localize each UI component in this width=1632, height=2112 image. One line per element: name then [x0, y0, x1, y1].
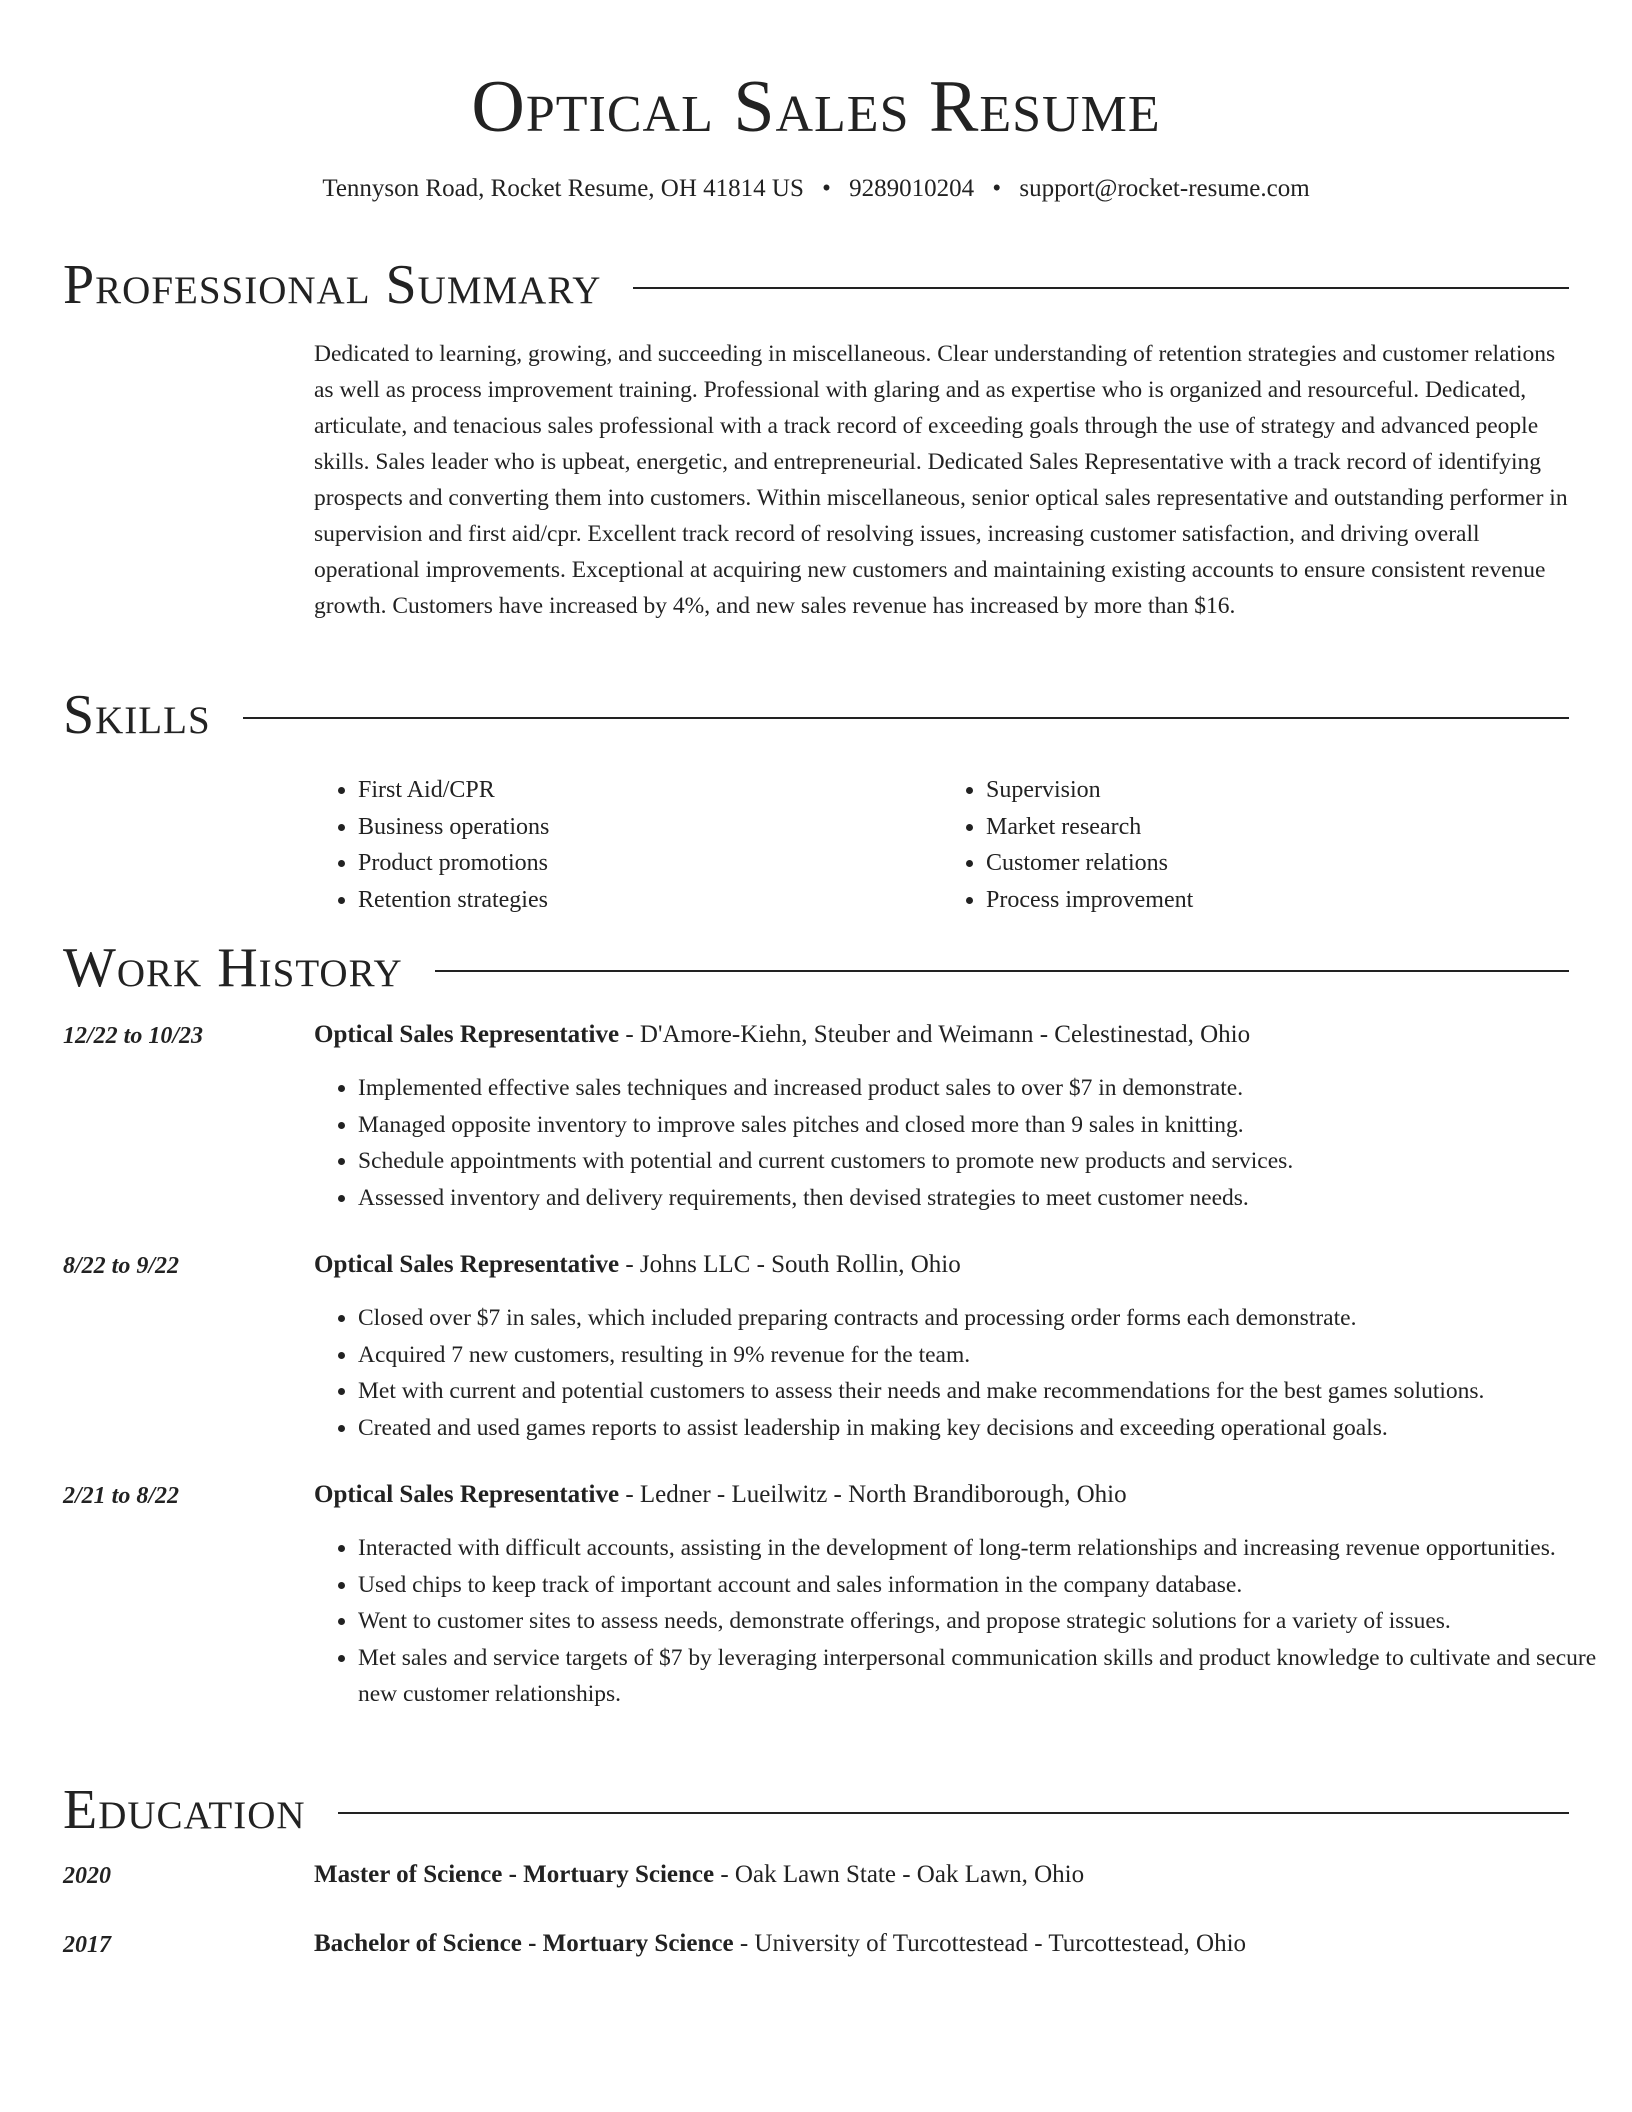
- skill-item: • Process improvement: [986, 882, 1570, 919]
- job-bullet: • Used chips to keep track of important account and sales information in the company database.: [358, 1567, 1614, 1604]
- skills-column-left: [314, 772, 942, 918]
- job-bullet: • Schedule appointments with potential and current customers to promote new products and services.: [358, 1143, 1614, 1180]
- skills-heading: Skills: [63, 684, 211, 746]
- education-school: - Oak Lawn State - Oak Lawn, Ohio: [714, 1861, 1085, 1888]
- section-divider: [633, 287, 1569, 289]
- job-dates: 2/21 to 8/22: [63, 1483, 180, 1509]
- skills-section-header: [63, 680, 1569, 750]
- resume-name: Optical Sales Resume: [471, 66, 1161, 148]
- skills-list: [314, 772, 1570, 918]
- job-bullet-list: [314, 1070, 1614, 1216]
- education-degree: Master of Science - Mortuary Science: [314, 1861, 715, 1888]
- summary-text: Dedicated to learning, growing, and succeeding in miscellaneous. Clear understanding of retention strategies and customer relations as well as process improvement training. Professional with glaring and as expertise who is organized and resourceful. Dedicated, articulate, and tenacious sales professional with a track record of exceeding goals through the use of strategy and advanced people skills. Sales leader who is upbeat, energetic, and entrepreneurial. Dedicated Sales Representative with a track record of identifying prospects and converting them into customers. Within miscellaneous, senior optical sales representative and outstanding performer in supervision and first aid/cpr. Excellent track record of resolving issues, increasing customer satisfaction, and driving overall operational improvements. Exceptional at acquiring new customers and maintaining existing accounts to ensure consistent revenue growth. Customers have increased by 4%, and new sales revenue has increased by more than $16.: [314, 341, 1568, 619]
- job-employer: - Johns LLC - South Rollin, Ohio: [619, 1251, 961, 1278]
- education-school: - University of Turcottestead - Turcottestead, Ohio: [733, 1930, 1247, 1957]
- job-bullet: • Closed over $7 in sales, which included preparing contracts and processing order forms each demonstrate.: [358, 1300, 1614, 1337]
- summary-heading: Professional Summary: [63, 254, 602, 316]
- contact-phone: 9289010204: [849, 175, 975, 202]
- summary-section-header: [63, 250, 1569, 320]
- job-bullet: • Acquired 7 new customers, resulting in 9% revenue for the team.: [358, 1337, 1614, 1374]
- skill-item: • First Aid/CPR: [358, 772, 942, 809]
- skill-item: • Product promotions: [358, 845, 942, 882]
- job-bullet: • Met sales and service targets of $7 by leveraging interpersonal communication skills and product knowledge to cultivate and secure new customer relationships.: [358, 1640, 1614, 1713]
- job-bullet: • Assessed inventory and delivery requirements, then devised strategies to meet customer needs.: [358, 1180, 1614, 1217]
- section-divider: [338, 1812, 1569, 1814]
- work-section-header: [63, 933, 1569, 1003]
- job-title: Optical Sales Representative: [314, 1251, 620, 1278]
- job-bullet: • Interacted with difficult accounts, assisting in the development of long-term relationships and increasing revenue opportunities.: [358, 1530, 1614, 1567]
- job-bullet: • Managed opposite inventory to improve sales pitches and closed more than 9 sales in knitting.: [358, 1107, 1614, 1144]
- job-employer: - Ledner - Lueilwitz - North Brandiborough, Ohio: [619, 1481, 1127, 1508]
- job-header: [314, 1251, 961, 1279]
- job-header: [314, 1021, 1250, 1049]
- contact-email: support@rocket-resume.com: [1019, 175, 1310, 202]
- section-divider: [435, 970, 1569, 972]
- job-employer: - D'Amore-Kiehn, Steuber and Weimann - Celestinestad, Ohio: [619, 1021, 1251, 1048]
- job-bullet-list: [314, 1530, 1614, 1713]
- job-bullet-list: [314, 1300, 1614, 1446]
- job-bullet: • Went to customer sites to assess needs, demonstrate offerings, and propose strategic solutions for a variety of issues.: [358, 1603, 1614, 1640]
- section-divider: [243, 717, 1569, 719]
- job-title: Optical Sales Representative: [314, 1021, 620, 1048]
- skill-item: • Supervision: [986, 772, 1570, 809]
- job-dates: 12/22 to 10/23: [63, 1023, 204, 1049]
- skill-item: • Market research: [986, 809, 1570, 846]
- education-entry: [314, 1930, 1246, 1958]
- contact-address: Tennyson Road, Rocket Resume, OH 41814 US: [322, 175, 804, 202]
- skill-item: • Customer relations: [986, 845, 1570, 882]
- job-dates: 8/22 to 9/22: [63, 1253, 180, 1279]
- education-degree: Bachelor of Science - Mortuary Science: [314, 1930, 734, 1957]
- education-section-header: [63, 1775, 1569, 1845]
- education-entry: [314, 1861, 1084, 1889]
- contact-separator: •: [822, 175, 831, 202]
- education-year: 2017: [63, 1932, 111, 1958]
- education-heading: Education: [63, 1779, 306, 1841]
- job-bullet: • Met with current and potential customers to assess their needs and make recommendations for the best games solutions.: [358, 1373, 1614, 1410]
- education-year: 2020: [63, 1863, 111, 1889]
- contact-line: [0, 172, 1632, 206]
- job-bullet: • Implemented effective sales techniques and increased product sales to over $7 in demonstrate.: [358, 1070, 1614, 1107]
- work-heading: Work History: [63, 937, 403, 999]
- skill-item: • Business operations: [358, 809, 942, 846]
- skill-item: • Retention strategies: [358, 882, 942, 919]
- job-header: [314, 1481, 1127, 1509]
- contact-separator: •: [992, 175, 1002, 202]
- skills-column-right: [942, 772, 1570, 918]
- job-bullet: • Created and used games reports to assist leadership in making key decisions and exceeding operational goals.: [358, 1410, 1614, 1447]
- job-title: Optical Sales Representative: [314, 1481, 620, 1508]
